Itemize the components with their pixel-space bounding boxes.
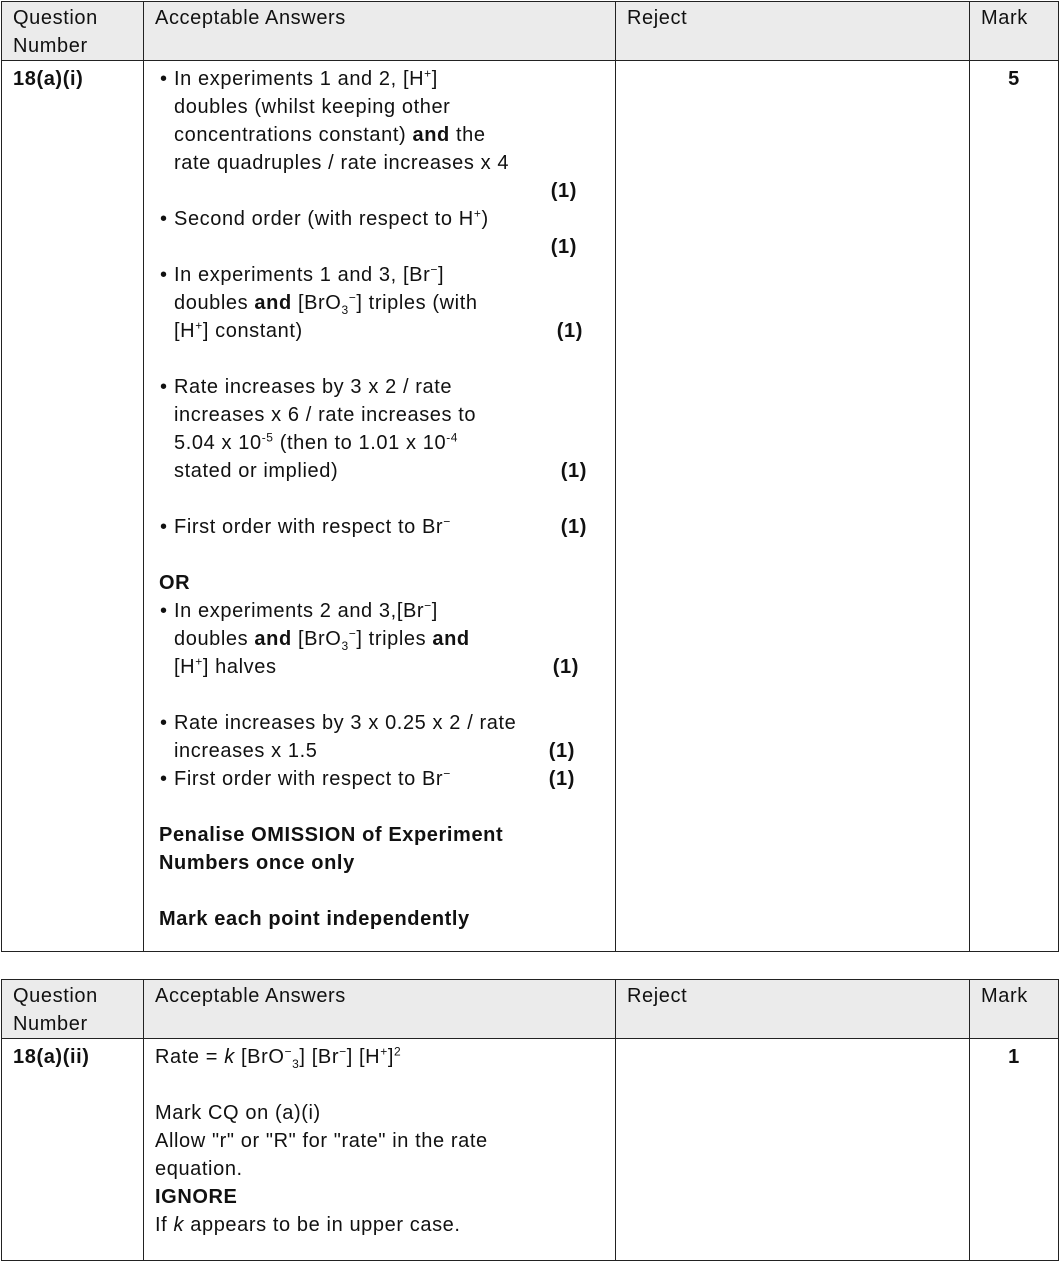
mark-scheme-table-2: [1, 979, 1059, 1261]
note-omission: Penalise OMISSION of Experiment: [159, 824, 504, 846]
answer-point: • Second order (with respect to H+) (1): [159, 205, 605, 261]
answer-point: • First order with respect to Br− (1): [159, 765, 605, 793]
point-mark: (1): [550, 180, 577, 202]
mark-cell: [970, 61, 1059, 952]
header-mark: Mark: [970, 2, 1059, 61]
header-question-number: Question Number: [2, 980, 144, 1039]
answer-row: [2, 1039, 1059, 1261]
answer-point: • Rate increases by 3 x 0.25 x 2 / rate increases x 1.5 (1): [159, 709, 605, 765]
header-acceptable-answers: Acceptable Answers: [144, 980, 616, 1039]
note-ignore: IGNORE: [155, 1186, 238, 1208]
reject-cell: [616, 61, 970, 952]
header-reject: Reject: [616, 2, 970, 61]
header-question-number: Question Number: [2, 2, 144, 61]
reject-cell: [616, 1039, 970, 1261]
point-mark: (1): [548, 768, 575, 790]
point-mark: (1): [550, 236, 577, 258]
mark-value: 1: [1008, 1046, 1020, 1068]
answer-point: • In experiments 2 and 3,[Br−] doubles and [BrO$_3$−] triples and [H+] halves (1): [159, 597, 605, 681]
mark-scheme-table-1: [1, 1, 1059, 952]
note-upper-case: If k appears to be in upper case.: [155, 1214, 461, 1236]
answer-point: • In experiments 1 and 3, [Br−] doubles and [BrO$_3$−] triples (with [H+] constant) (1): [159, 261, 605, 345]
note-omission-cont: Numbers once only: [159, 852, 355, 874]
acceptable-answers-cell: [144, 1039, 616, 1261]
mark-value: 5: [1008, 68, 1020, 90]
question-number: 18(a)(ii): [13, 1046, 90, 1068]
mark-cell: [970, 1039, 1059, 1261]
point-mark: (1): [560, 460, 587, 482]
note-allow: Allow "r" or "R" for "rate" in the rate: [155, 1130, 488, 1152]
answer-point: • In experiments 1 and 2, [H+] doubles (whilst keeping other concentrations constant) and the rate quadruples / rate increases x 4 (1): [159, 65, 605, 205]
question-number: 18(a)(i): [13, 68, 84, 90]
acceptable-answers-cell: [144, 61, 616, 952]
point-mark: (1): [548, 740, 575, 762]
question-number-cell: [2, 1039, 144, 1261]
answer-point: • First order with respect to Br− (1): [159, 513, 605, 541]
note-allow-cont: equation.: [155, 1158, 243, 1180]
note-independent: Mark each point independently: [159, 908, 470, 930]
note-cq: Mark CQ on (a)(i): [155, 1102, 321, 1124]
answer-point: • Rate increases by 3 x 2 / rate increases x 6 / rate increases to 5.04 x $10^{-5}$ (then to 1.01 x $10^{-4}$ stated or implied) (1): [159, 373, 605, 485]
header-row: [2, 2, 1059, 61]
point-mark: (1): [560, 516, 587, 538]
question-number-cell: [2, 61, 144, 952]
rate-equation: Rate = k [BrO−$_3$] [Br−] $[H^+]^2$: [155, 1044, 402, 1071]
header-row: [2, 980, 1059, 1039]
header-reject: Reject: [616, 980, 970, 1039]
or-label: OR: [159, 572, 191, 594]
header-acceptable-answers: Acceptable Answers: [144, 2, 616, 61]
point-mark: (1): [556, 320, 583, 342]
point-mark: (1): [552, 656, 579, 678]
answer-row: [2, 61, 1059, 952]
header-mark: Mark: [970, 980, 1059, 1039]
